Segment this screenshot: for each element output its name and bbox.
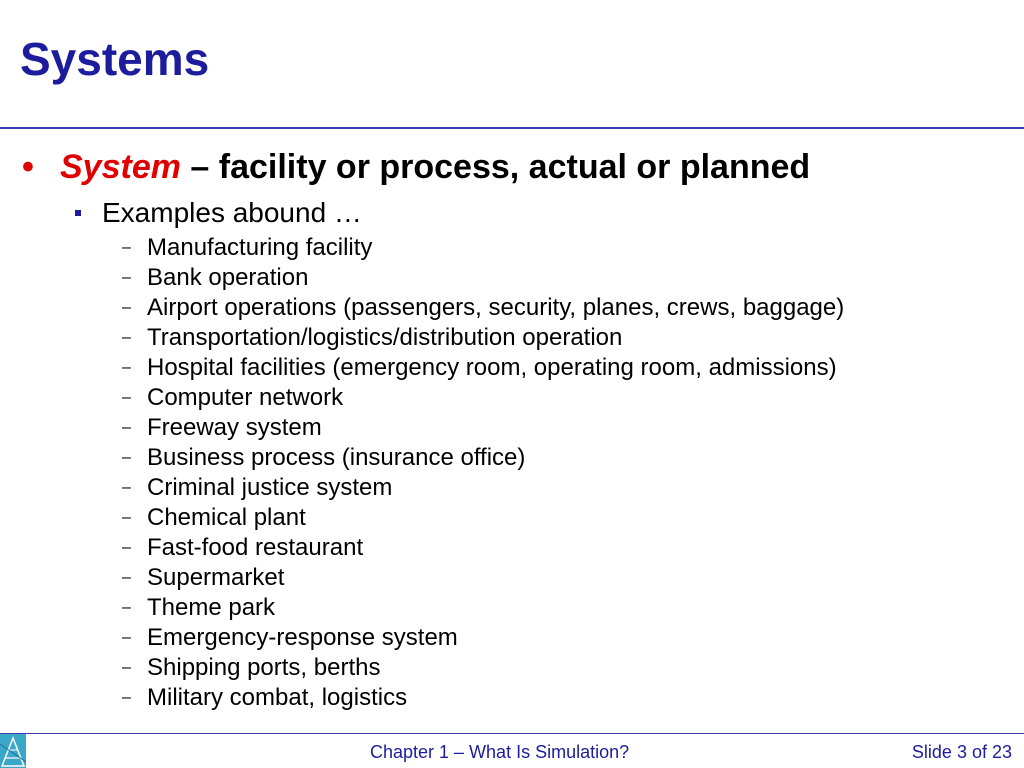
list-item: – Business process (insurance office): [122, 444, 526, 471]
list-item: – Transportation/logistics/distribution operation: [122, 324, 623, 351]
simulation-logo-icon: [0, 734, 26, 768]
examples-list: [122, 233, 844, 713]
bullet-term: System: [60, 148, 181, 186]
title-divider: [0, 127, 1024, 129]
dash-bullet-icon: –: [122, 419, 131, 436]
list-item: – Shipping ports, berths: [122, 654, 381, 681]
dash-bullet-icon: –: [122, 299, 131, 316]
dash-bullet-icon: –: [122, 509, 131, 526]
dash-bullet-icon: –: [122, 659, 131, 676]
list-item: – Hospital facilities (emergency room, operating room, admissions): [122, 354, 837, 381]
footer-slide-number: Slide 3 of 23: [911, 742, 1012, 762]
list-item: – Manufacturing facility: [122, 234, 373, 261]
dash-bullet-icon: –: [122, 329, 131, 346]
list-item: – Theme park: [122, 594, 276, 621]
list-item: – Computer network: [122, 384, 344, 411]
sub-bullet-text: Examples abound …: [102, 197, 362, 228]
list-item: – Criminal justice system: [122, 474, 393, 501]
footer-divider: [0, 733, 1024, 734]
dash-bullet-icon: –: [122, 689, 131, 706]
dash-bullet-icon: –: [122, 239, 131, 256]
list-item: – Airport operations (passengers, security, planes, crews, baggage): [122, 294, 845, 321]
dash-bullet-icon: –: [122, 599, 131, 616]
bullet-dot-icon: •: [22, 148, 34, 186]
footer-chapter: Chapter 1 – What Is Simulation?: [370, 742, 630, 762]
list-item: – Freeway system: [122, 414, 322, 441]
dash-bullet-icon: –: [122, 629, 131, 646]
list-item: – Fast-food restaurant: [122, 534, 364, 561]
list-item: – Military combat, logistics: [122, 684, 408, 711]
square-bullet-icon: [75, 210, 81, 216]
bullet-definition: – facility or process, actual or planned: [180, 148, 811, 186]
list-item: – Emergency-response system: [122, 624, 458, 651]
dash-bullet-icon: –: [122, 269, 131, 286]
dash-bullet-icon: –: [122, 389, 131, 406]
list-item: – Bank operation: [122, 264, 309, 291]
dash-bullet-icon: –: [122, 359, 131, 376]
dash-bullet-icon: –: [122, 539, 131, 556]
main-bullet: [22, 150, 810, 186]
dash-bullet-icon: –: [122, 479, 131, 496]
list-item: – Chemical plant: [122, 504, 306, 531]
dash-bullet-icon: –: [122, 449, 131, 466]
dash-bullet-icon: –: [122, 569, 131, 586]
sub-bullet: [72, 198, 362, 229]
slide-title: Systems: [20, 33, 210, 85]
list-item: – Supermarket: [122, 564, 285, 591]
